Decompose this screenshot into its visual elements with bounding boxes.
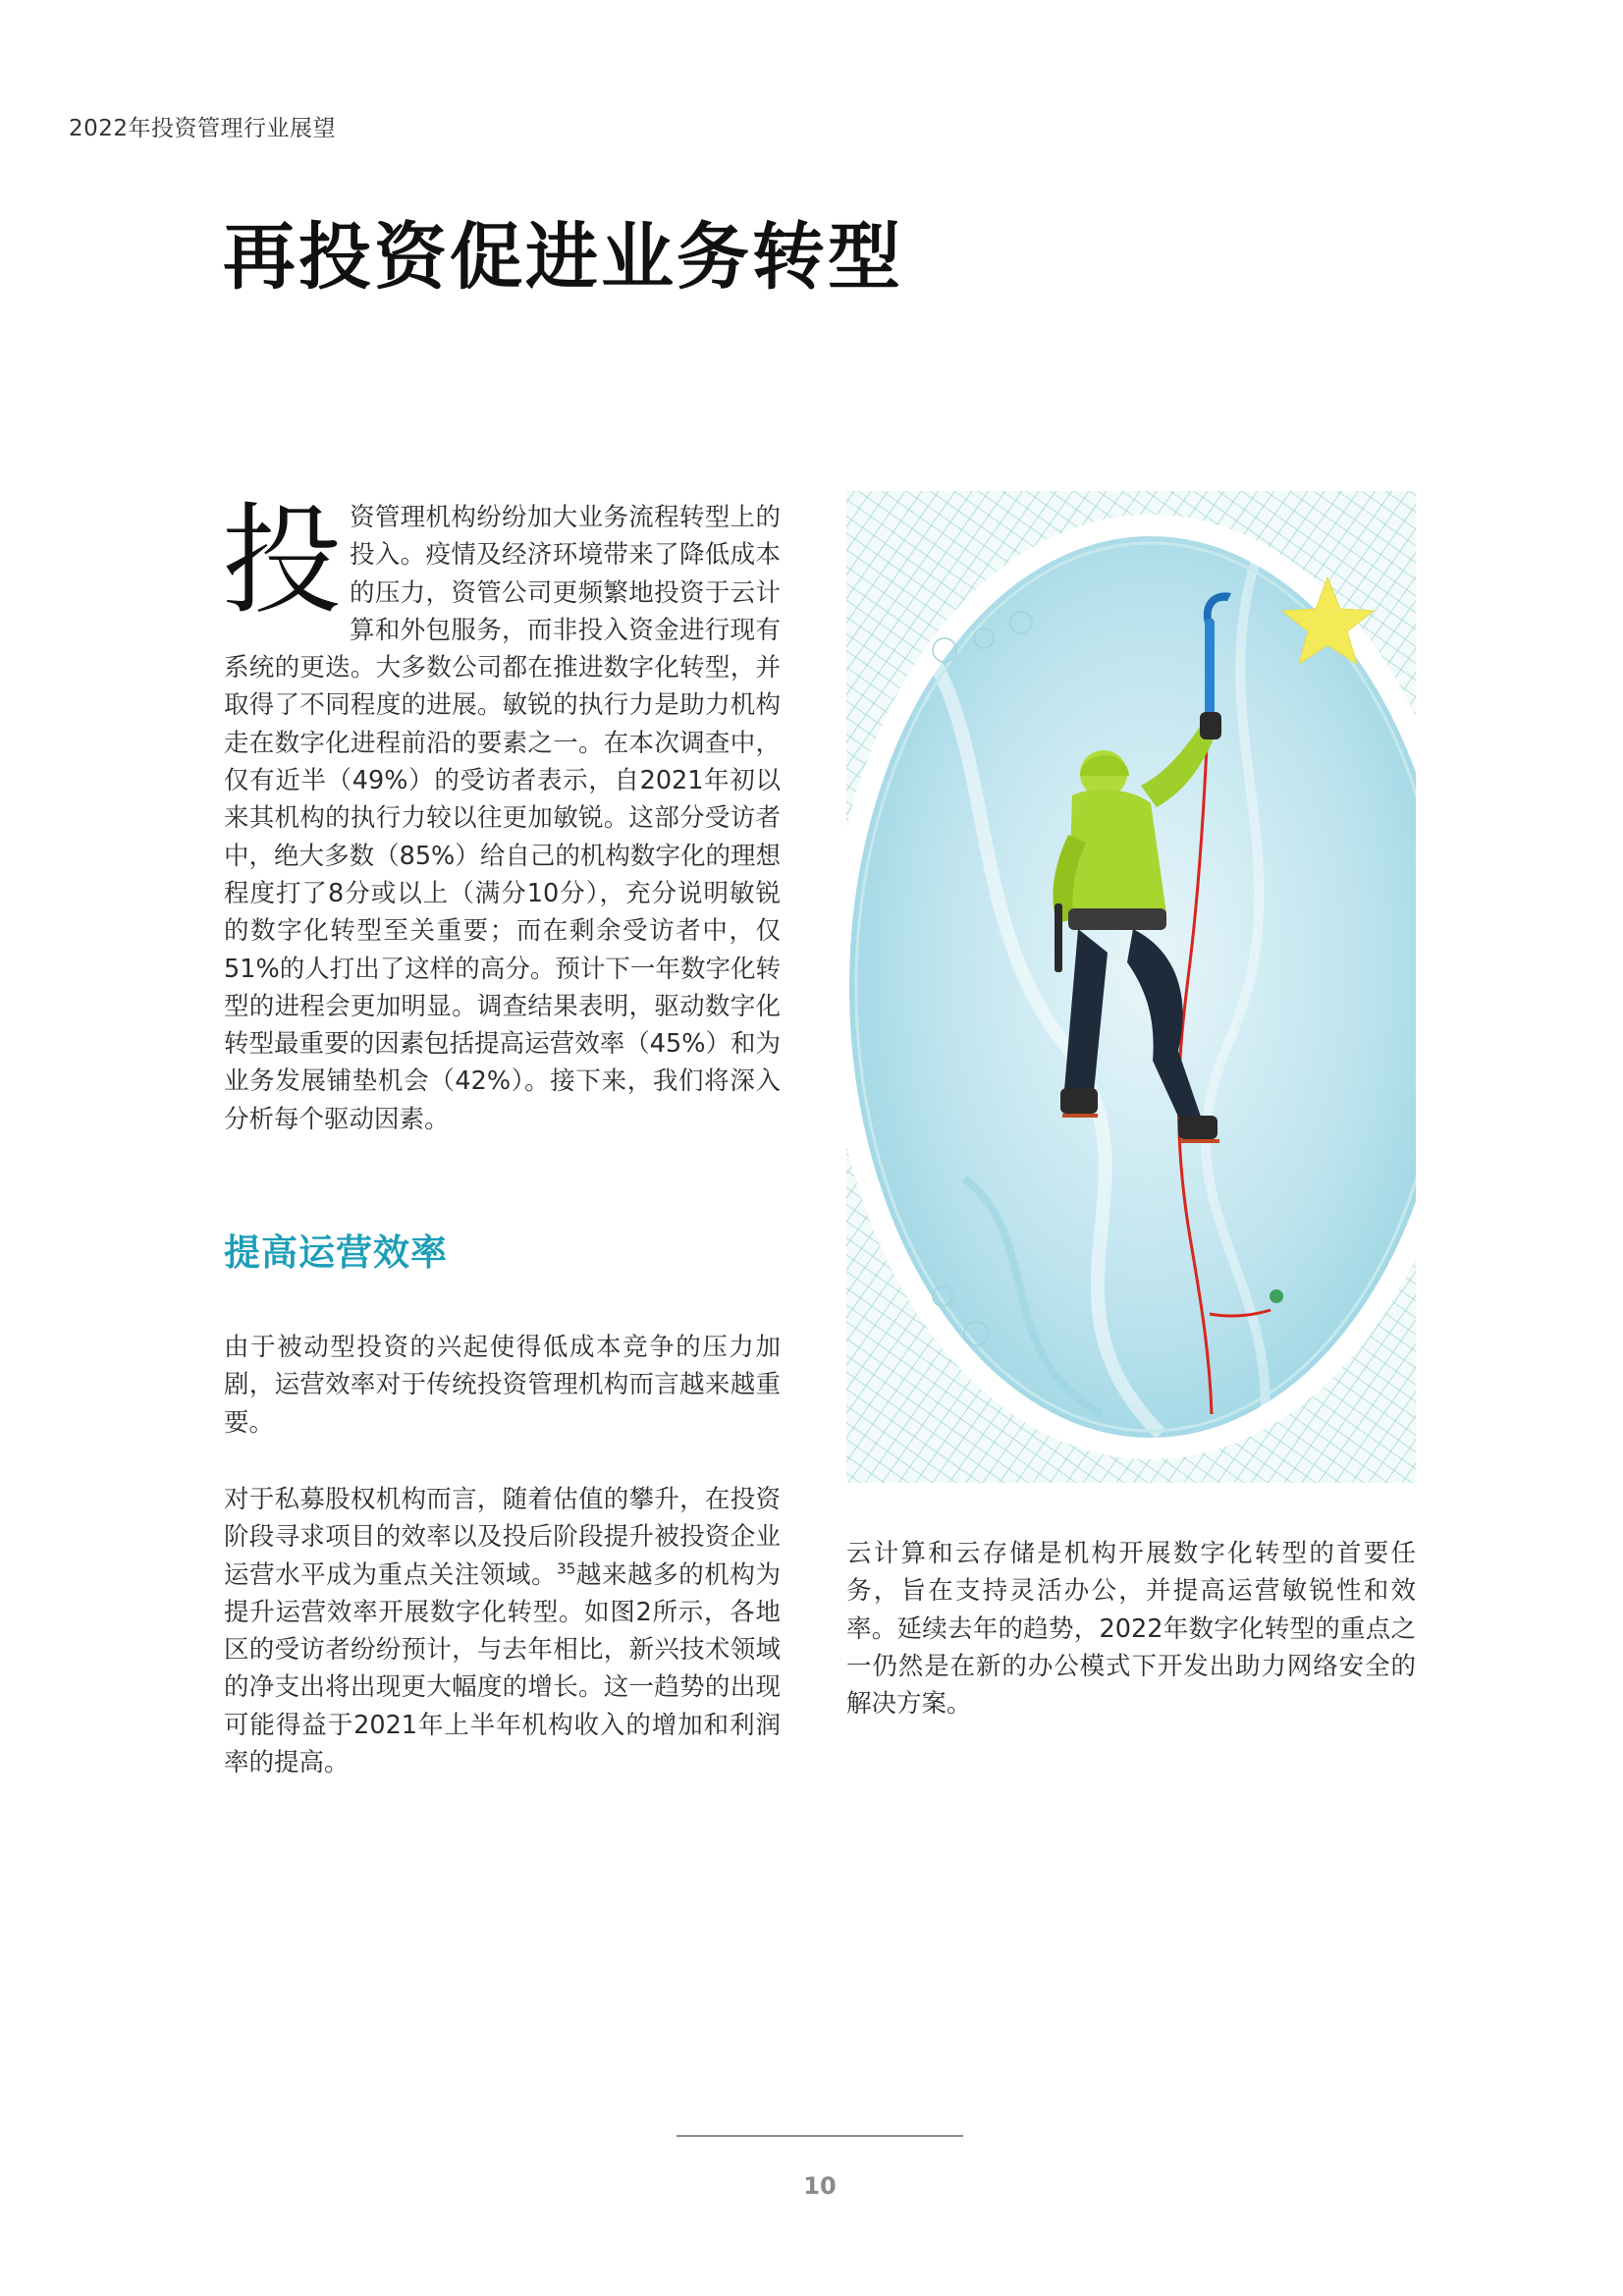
efficiency-paragraph-2 — [224, 1481, 781, 1781]
footnote-marker: 35 — [557, 1559, 576, 1578]
cloud-paragraph: 云计算和云存储是机构开展数字化转型的首要任务，旨在支持灵活办公，并提高运营敏锐性和效率。延续去年的趋势，2022年数字化转型的重点之一仍然是在新的办公模式下开发出助力网络安全的解决方案。 — [846, 1539, 1416, 1720]
section-heading: 提高运营效率 — [224, 1231, 448, 1275]
page-number: 10 — [803, 2172, 837, 2200]
ice-climber-photo — [846, 491, 1416, 1483]
footer-divider — [676, 2135, 963, 2137]
intro-text: 资管理机构纷纷加大业务流程转型上的投入。疫情及经济环境带来了降低成本的压力，资管公司更频繁地投资于云计算和外包服务，而非投入资金进行现有系统的更迭。大多数公司都在推进数字化转型，并取得了不同程度的进展。敏锐的执行力是助力机构走在数字化进程前沿的要素之一。在本次调查中，仅有近半（49%）的受访者表示，自2021年初以来其机构的执行力较以往更加敏锐。这部分受访者中，绝大多数（85%）给自己的机构数字化的理想程度打了8分或以上（满分10分），充分说明敏锐的数字化转型至关重要；而在剩余受访者中，仅51%的人打出了这样的高分。预计下一年数字化转型的进程会更加明显。调查结果表明，驱动数字化转型最重要的因素包括提高运营效率（45%）和为业务发展铺垫机会（42%）。接下来，我们将深入分析每个驱动因素。 — [224, 503, 781, 1134]
intro-paragraph — [222, 491, 781, 1138]
efficiency-paragraph-1: 由于被动型投资的兴起使得低成本竞争的压力加剧，运营效率对于传统投资管理机构而言越来越重要。 — [224, 1333, 781, 1438]
drop-cap: 投 — [222, 491, 342, 630]
page-title: 再投资促进业务转型 — [223, 215, 903, 300]
paragraph-text-before-note: 对于私募股权机构而言，随着估值的攀升，在投资阶段寻求项目的效率以及投后阶段提升被投资企业运营水平成为重点关注领域。 — [224, 1484, 781, 1590]
right-column — [846, 1535, 1416, 1722]
running-header: 2022年投资管理行业展望 — [69, 116, 337, 141]
paragraph-text-after-note: 越来越多的机构为提升运营效率开展数字化转型。如图2所示，各地区的受访者纷纷预计，与去年相比，新兴技术领域的净支出将出现更大幅度的增长。这一趋势的出现可能得益于2021年上半年机构收入的增加和利润率的提高。 — [224, 1559, 781, 1778]
left-column — [222, 491, 781, 1781]
